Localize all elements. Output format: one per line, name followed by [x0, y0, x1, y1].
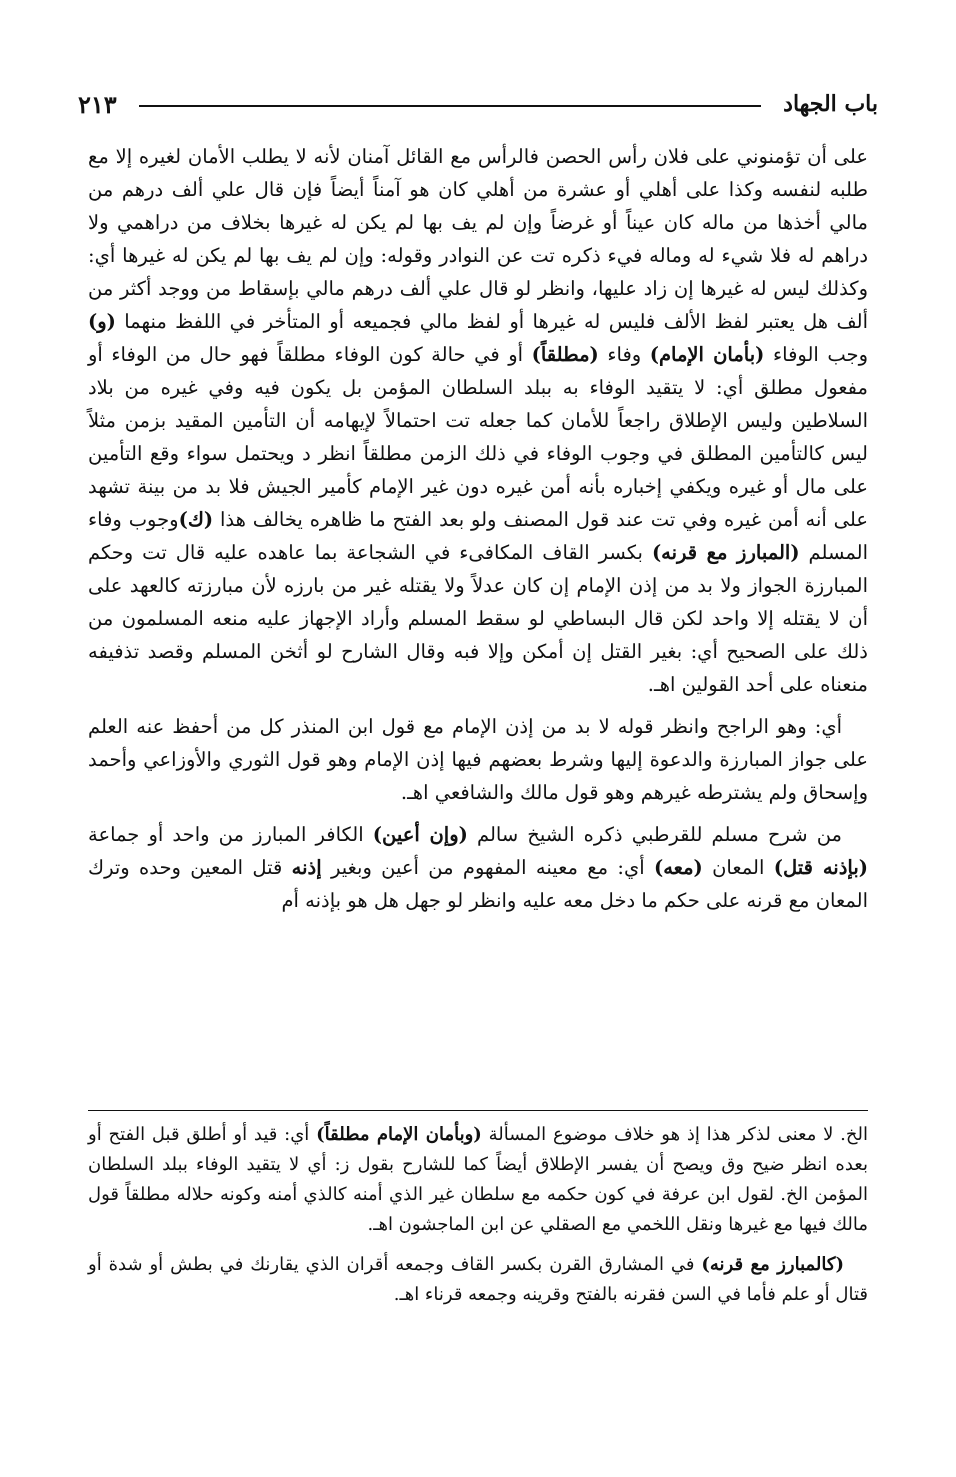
bold-term: (ك): [178, 508, 214, 531]
text-run: وجوب وفاء المسلم: [88, 508, 868, 564]
text-run: أو في حالة كون الوفاء مطلقاً فهو حال من الوفاء أو مفعول مطلق أي: لا يتقيد الوفاء به ببلد السلطان المؤمن بل يكون فيه وفي غيره من بلاد السلاطين وليس الإطلاق راجعاً للأمان كما جعله تت احتمالاً لإيهامه أن التأمين المقيد بزمن مثلاً ليس كالتأمين المطلق في وجوب الوفاء في ذلك الزمن مطلقاً انظر د ويحتمل سواء وقع التأمين على مال أو غيره ويكفي إخباره بأنه أمن غيره دون غير الإمام كأمير الجيش فلا بد من بينة تشهد على أنه أمن غيره وفي تت عند قول المصنف ولو بعد الفتح ما ظاهره يخالف هذا: [88, 343, 869, 531]
text-run: المعان: [702, 856, 774, 879]
main-paragraph: [88, 140, 868, 701]
header-rule: [139, 105, 761, 107]
text-run: بكسر القاف المكافىء في الشجاعة بما عاهده عليه قال تت وحكم المبارزة الجواز ولا بد من إذن الإمام إن كان عدلاً ولا يقتله غير من بارزه لأن مبارزته كالعهد على أن لا يقتله إلا واحد لكن قال البساطي لو سقط المسلم وأراد الإجهاز عليه منعه المسلمون من ذلك على الصحيح أي: بغير القتل إن أمكن وإلا فبه وقال الشارح لو أثخن المسلم وقصد تذفيفه منعناه على أحد القولين اهـ.: [88, 541, 868, 696]
main-paragraph: [88, 818, 868, 917]
chapter-title: باب الجهاد: [783, 91, 878, 117]
main-paragraph: أي: وهو الراجح وانظر قوله لا بد من إذن الإمام مع قول ابن المنذر كل من أحفظ عنه العلم على جواز المبارزة والدعوة إليها وشرط بعضهم فيها إذن الإمام وهو قول الثوري والأوزاعي وأحمد وإسحاق ولم يشترطه غيرهم وهو قول مالك والشافعي اهـ.: [88, 715, 868, 804]
footnote: [88, 1250, 868, 1310]
page-header: [78, 84, 878, 124]
bold-term: (وإن أعين): [372, 823, 468, 846]
text-run: على أن تؤمنوني على فلان رأس الحصن فالرأس مع القائل آمنان لأنه لا يطلب الأمان لغيره إلا مع طلبه لنفسه وكذا على أهلي أو عشرة من أهلي كان هو آمناً أيضاً فإن قال علي ألف درهم من مالي أخذها من ماله كان عيناً أو غرضاً وإن لم يف بها لم يكن له غيرها بخلاف من دراهمي ولا دراهم له فلا شيء له وماله فيء ذكره تت عن النوادر وقوله: وإن لم يف بها لم يكن له غيرها أي: وكذلك ليس له غيرها إن زاد عليها، وانظر لو قال علي ألف درهم مالي بإسقاط من ووجد أكثر من ألف هل يعتبر لفظ الألف فليس له غيرها أو لفظ مالي فجميعه أو المتأخر في اللفظ منهما: [88, 145, 868, 333]
main-text: [88, 140, 868, 926]
text-run: قتل المعين وحده وترك المعان مع قرنه على حكم ما دخل معه عليه وانظر لو جهل هل هو بإذنه أم: [88, 856, 868, 912]
bold-term: (كالمبارز مع قرنه): [701, 1254, 844, 1275]
bold-term: (مطلقاً): [531, 343, 599, 366]
bold-term: (المبارز مع قرنه): [651, 541, 800, 564]
text-run: وجب الوفاء: [764, 343, 868, 366]
text-run: أي: قيد أو أطلق قبل الفتح أو بعده انظر ضيح وق ويصح أن يفسر الإطلاق أيضاً كما للشارح بقول ز: أي لا يتقيد الوفاء ببلد السلطان المؤمن الخ. لقول ابن عرفة في كون حكمه مع سلطان غير الذي أمنه كالذي أمنه وكونه حلاله مطلقاً قول مالك فيها مع غيرها ونقل اللخمي مع الصقلي عن ابن الماجشون اهـ.: [88, 1124, 868, 1235]
text-run: أي: مع معينه المفهوم من أعين وبغير: [321, 856, 654, 879]
page-number: ٢١٣: [78, 89, 117, 119]
bold-term: (معه): [654, 856, 703, 879]
text-run: وفاء: [598, 343, 650, 366]
bold-term: (بإذنه قتل): [773, 856, 868, 879]
footnote: [88, 1120, 868, 1240]
bold-term: إذنه: [291, 856, 322, 879]
text-run: الكافر المبارز من واحد أو جماعة: [88, 823, 373, 846]
bold-term: (بأمان الإمام): [649, 343, 765, 366]
bold-term: (وبأمان الإمام مطلقاً): [316, 1124, 482, 1145]
text-run: من شرح مسلم للقرطبي ذكره الشيخ سالم: [467, 823, 842, 846]
footnote-rule: [88, 1110, 868, 1111]
text-run: الخ. لا معنى لذكر هذا إذ هو خلاف موضوع المسألة: [481, 1124, 869, 1145]
footnotes: [88, 1120, 868, 1320]
text-run: في المشارق القرن بكسر القاف وجمعه أقران الذي يقارنك في بطش أو شدة أو قتال أو علم فأما في السن فقرنه بالفتح وقرينه وجمعه قرناء اهـ.: [88, 1254, 868, 1305]
bold-term: (و): [88, 310, 116, 333]
